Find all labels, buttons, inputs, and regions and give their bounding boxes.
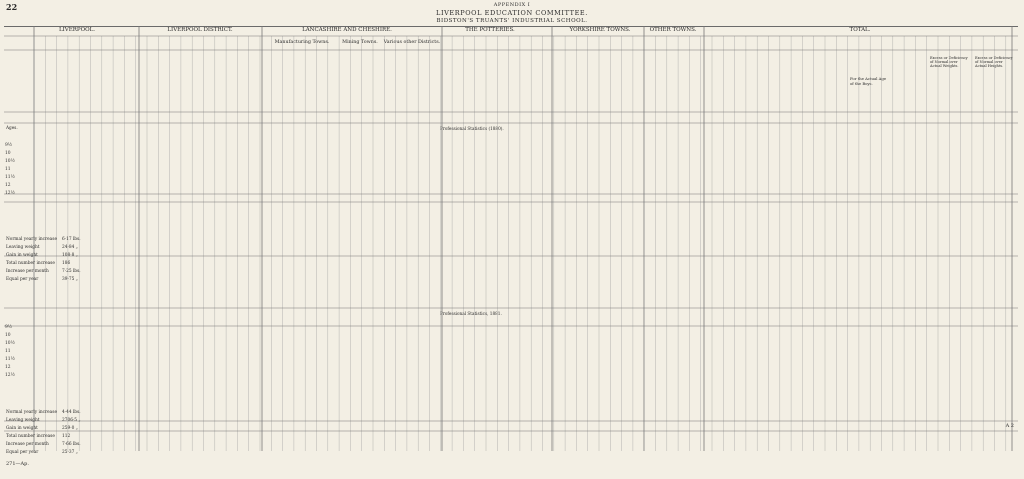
committee-title: LIVERPOOL EDUCATION COMMITTEE. xyxy=(436,9,588,17)
excess-weight-caption: Excess or Deficiency of Normal over Actual Weights. xyxy=(930,56,968,68)
summary-label: Equal per year xyxy=(6,450,39,455)
summary-label: Total number increase xyxy=(6,434,55,439)
age-label: 10½ xyxy=(5,159,15,164)
summary-label: Gain in weight xyxy=(6,253,38,258)
corner-mark: A 2 xyxy=(1005,423,1014,429)
age-label: 9½ xyxy=(5,143,13,148)
actual-age-caption: For the Actual Age of the Boys. xyxy=(850,76,887,86)
group-other-towns: OTHER TOWNS. xyxy=(649,27,697,33)
summary-value: 186 xyxy=(62,261,71,266)
summary-value: 108·8 „ xyxy=(62,253,78,258)
group-liverpool-district: LIVERPOOL DISTRICT. xyxy=(167,27,233,33)
subgroup-various: Various other Districts. xyxy=(383,40,441,45)
age-label: 12 xyxy=(5,183,11,188)
age-label: 11½ xyxy=(5,175,15,180)
summary-value: 4·44 lbs. xyxy=(62,410,81,415)
summary-label: Increase per month xyxy=(6,269,49,274)
group-potteries: THE POTTERIES. xyxy=(465,27,515,33)
age-label: 12½ xyxy=(5,373,15,378)
summary-value: 112 xyxy=(62,434,71,439)
professional-caption-1: Professional Statistics (1880). xyxy=(440,126,504,131)
age-label: 10 xyxy=(5,151,11,156)
group-yorkshire: YORKSHIRE TOWNS. xyxy=(569,27,631,33)
ledger-grid xyxy=(4,26,1018,451)
age-label: 9½ xyxy=(5,325,13,330)
age-label: 11 xyxy=(5,167,11,172)
ledger-table xyxy=(4,26,1018,451)
professional-caption-2: Professional Statistics, 1881. xyxy=(440,311,502,316)
summary-value: 6·17 lbs. xyxy=(62,237,81,242)
group-total: TOTAL. xyxy=(849,27,871,33)
subgroup-mining: Mining Towns. xyxy=(342,40,378,45)
footer-code: 271—Ap. xyxy=(6,461,29,467)
summary-label: Normal yearly increase xyxy=(6,410,57,415)
summary-value: 25·37 „ xyxy=(62,450,78,455)
summary-label: Increase per month xyxy=(6,442,49,447)
summary-label: Normal yearly increase xyxy=(6,237,57,242)
summary-value: 24·84 „ xyxy=(62,245,78,250)
age-label: 11½ xyxy=(5,357,15,362)
page-number: 22 xyxy=(6,2,18,12)
summary-label: Total number increase xyxy=(6,261,55,266)
excess-height-caption: Excess or Deficiency of Normal over Actual Heights. xyxy=(975,56,1013,68)
age-label: 12½ xyxy=(5,191,15,196)
summary-value: 39·75 „ xyxy=(62,277,78,282)
subgroup-manufacturing: Manufacturing Towns. xyxy=(274,40,330,45)
age-label: 10½ xyxy=(5,341,15,346)
group-liverpool: LIVERPOOL. xyxy=(58,27,96,33)
summary-label: Gain in weight xyxy=(6,426,38,431)
school-title: BIDSTON'S TRUANTS' INDUSTRIAL SCHOOL. xyxy=(436,18,588,24)
summary-value: 7·66 lbs. xyxy=(62,442,81,447)
summary-value: 2706·5 „ xyxy=(62,418,81,423)
summary-label: Leaving weight xyxy=(6,418,40,423)
summary-value: 259·0 „ xyxy=(62,426,78,431)
summary-label: Equal per year xyxy=(6,277,39,282)
summary-value: 7·25 lbs. xyxy=(62,269,81,274)
age-label: 10 xyxy=(5,333,11,338)
summary-label: Leaving weight xyxy=(6,245,40,250)
age-label: 11 xyxy=(5,349,11,354)
appendix-title: APPENDIX I xyxy=(493,2,531,8)
group-lancashire-cheshire: LANCASHIRE AND CHESHIRE. xyxy=(302,27,392,33)
ages-caption: Ages. xyxy=(6,125,18,130)
age-label: 12 xyxy=(5,365,11,370)
